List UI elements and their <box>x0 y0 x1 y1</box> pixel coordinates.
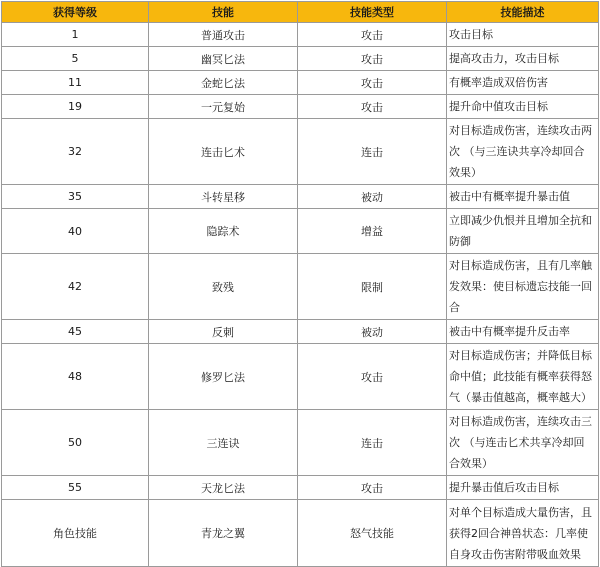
cell-description: 提升暴击值后攻击目标 <box>447 476 599 500</box>
cell-type: 攻击 <box>298 476 447 500</box>
table-row <box>2 23 599 47</box>
table-row <box>2 71 599 95</box>
cell-skill: 青龙之翼 <box>149 500 298 567</box>
header-description: 技能描述 <box>447 2 599 23</box>
cell-skill: 一元复始 <box>149 95 298 119</box>
cell-description: 对目标造成伤害，且有几率触发效果：使目标遗忘技能一回合 <box>447 254 599 320</box>
cell-type: 攻击 <box>298 23 447 47</box>
cell-level: 42 <box>2 254 149 320</box>
cell-type: 限制 <box>298 254 447 320</box>
cell-skill: 幽冥匕法 <box>149 47 298 71</box>
cell-level: 角色技能 <box>2 500 149 567</box>
header-row <box>2 2 599 23</box>
cell-skill: 金蛇匕法 <box>149 71 298 95</box>
table-row <box>2 410 599 476</box>
table-row <box>2 320 599 344</box>
header-level: 获得等级 <box>2 2 149 23</box>
cell-level: 32 <box>2 119 149 185</box>
table-row <box>2 500 599 567</box>
cell-level: 40 <box>2 209 149 254</box>
table-row <box>2 344 599 410</box>
cell-type: 攻击 <box>298 95 447 119</box>
cell-type: 连击 <box>298 410 447 476</box>
cell-level: 50 <box>2 410 149 476</box>
cell-type: 攻击 <box>298 71 447 95</box>
cell-level: 11 <box>2 71 149 95</box>
cell-level: 45 <box>2 320 149 344</box>
cell-description: 对目标造成伤害，连续攻击两次 （与三连诀共享冷却回合效果） <box>447 119 599 185</box>
cell-description: 被击中有概率提升暴击值 <box>447 185 599 209</box>
table-row <box>2 95 599 119</box>
table-row <box>2 185 599 209</box>
table-row <box>2 209 599 254</box>
cell-type: 攻击 <box>298 47 447 71</box>
skills-table <box>1 1 599 567</box>
cell-skill: 修罗匕法 <box>149 344 298 410</box>
header-skill: 技能 <box>149 2 298 23</box>
cell-type: 增益 <box>298 209 447 254</box>
cell-description: 立即减少仇恨并且增加全抗和防御 <box>447 209 599 254</box>
cell-level: 1 <box>2 23 149 47</box>
cell-description: 对目标造成伤害；并降低目标命中值；此技能有概率获得怒气（暴击值越高，概率越大） <box>447 344 599 410</box>
cell-level: 19 <box>2 95 149 119</box>
cell-description: 有概率造成双倍伤害 <box>447 71 599 95</box>
cell-description: 对目标造成伤害，连续攻击三次 （与连击匕术共享冷却回合效果） <box>447 410 599 476</box>
cell-description: 被击中有概率提升反击率 <box>447 320 599 344</box>
table-row <box>2 47 599 71</box>
cell-type: 被动 <box>298 320 447 344</box>
cell-skill: 天龙匕法 <box>149 476 298 500</box>
table-row <box>2 254 599 320</box>
cell-description: 提高攻击力，攻击目标 <box>447 47 599 71</box>
cell-level: 55 <box>2 476 149 500</box>
cell-level: 48 <box>2 344 149 410</box>
cell-skill: 普通攻击 <box>149 23 298 47</box>
cell-skill: 连击匕术 <box>149 119 298 185</box>
cell-skill: 隐踪术 <box>149 209 298 254</box>
cell-skill: 反刺 <box>149 320 298 344</box>
cell-type: 被动 <box>298 185 447 209</box>
cell-skill: 三连诀 <box>149 410 298 476</box>
cell-description: 提升命中值攻击目标 <box>447 95 599 119</box>
cell-skill: 致残 <box>149 254 298 320</box>
table-row <box>2 476 599 500</box>
cell-type: 攻击 <box>298 344 447 410</box>
cell-description: 攻击目标 <box>447 23 599 47</box>
cell-skill: 斗转星移 <box>149 185 298 209</box>
table-row <box>2 119 599 185</box>
cell-type: 怒气技能 <box>298 500 447 567</box>
cell-description: 对单个目标造成大量伤害，且获得2回合神兽状态：几率使自身攻击伤害附带吸血效果 <box>447 500 599 567</box>
cell-level: 5 <box>2 47 149 71</box>
header-type: 技能类型 <box>298 2 447 23</box>
cell-level: 35 <box>2 185 149 209</box>
cell-type: 连击 <box>298 119 447 185</box>
